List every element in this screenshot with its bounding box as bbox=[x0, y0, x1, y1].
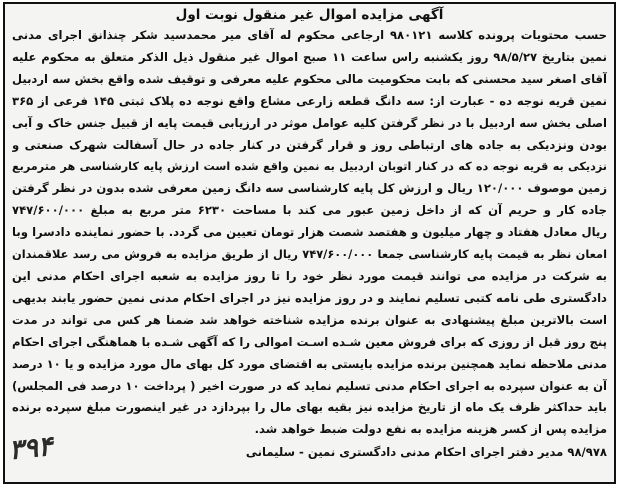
notice-line: آن به عنوان سپرده به اجرای احکام مدنی تسلیم نماید که در صورت اخیر ( پرداخت ۱۰ درصد فی المجلس) bbox=[12, 378, 607, 393]
notice-line: اصلی بخش سه اردبیل با در نظر گرفتن کلیه عوامل موثر در ارزیابی قیمت پایه از قبیل جنس خاک و آبی bbox=[12, 115, 607, 130]
notice-line: مدنی ملاحظه نماید همچنین برنده مزایده بایستی به اقتضای مورد کل بهای مال مورد مزایده و یا ۱۰ درصد bbox=[12, 356, 607, 371]
notice-line: حسب محتویات پرونده کلاسه ۹۸۰۱۲۱ ارجاعی محکوم له آقای میر محمدسید شکر چنذانق اجرای مدنی bbox=[12, 28, 607, 42]
notice-line: نمین بتاریخ ۹۸/۵/۲۷ روز یکشنبه راس ساعت ۱۱ صبح اموال غیر منقول ذیل الذکر متعلق به محکوم علیه bbox=[12, 49, 607, 64]
notice-footer bbox=[5, 430, 614, 466]
notice-line: نزدیکی به قریه نوجه ده که در کنار اتوبان اردبیل به نمین واقع شده است ارزش پایه کارشناسی هر مترمربع bbox=[12, 160, 607, 174]
notice-line: باید حداکثر ظرف یک ماه از تاریخ مزایده نیز بقیه بهای مال را بپردازد در غیر اینصورت مبلغ سپرده برنده bbox=[12, 400, 607, 415]
notice-line: دادگستری طی نامه کتبی تسلیم نمایند و در روز مزایده نیز در اجرای احکام مدنی نمین حضور یابند بدیهی bbox=[12, 290, 607, 305]
signature: ۹۸/۹۷۸ مدیر دفتر اجرای احکام مدنی دادگستری نمین - سلیمانی bbox=[245, 445, 607, 460]
notice-line: امعان نظر به قیمت پایه کارشناسی جمعا ۷۴۷/۶۰۰/۰۰۰ ریال از طریق مزایده به فروش می رسد علاقمندان bbox=[12, 247, 607, 262]
notice-line: مزایده پس از کسر هزینه مزایده به نفع دولت ضبط خواهد شد. bbox=[254, 422, 607, 437]
notice-line: به شرکت در مزایده می توانند قیمت مورد نظر خود را تا روز مزایده به شعبه اجرای احکام مدنی این bbox=[12, 268, 607, 283]
notice-line: زمین موصوف ۱۲۰/۰۰۰ ریال و ارزش کل پایه کارشناسی سه دانگ زمین معرفی شده بدون در نظر گرفتن bbox=[12, 181, 607, 196]
notice-line: جاده کار و حریم آن که از داخل زمین عبور می کند با مساحت ۶۲۳۰ متر مربع به مبلغ ۷۴۷/۶۰۰/۰۰۰ bbox=[12, 203, 607, 218]
notice-line: نمین قریه نوجه ده - عبارت از: سه دانگ قطعه زارعی مشاع واقع نوجه ده پلاک ثبتی ۱۴۵ فرعی از ۳۶۵ bbox=[12, 93, 607, 108]
auction-notice bbox=[3, 2, 616, 484]
notice-line: است بالاترین مبلغ پیشنهادی به عنوان برنده مزایده شناخته خواهد شد ضمنا هر کس می تواند در مدت bbox=[12, 312, 607, 327]
notice-line: ریال معادل هفتاد و چهار میلیون و هفتصد شصت هزار تومان تعیین می گردد. با حضور نماینده دادسرا وبا bbox=[12, 225, 607, 240]
notice-line: پنج روز قبل از روزی که برای فروش معین شـده اسـت اموالی را که آگهی شـده با هماهنگی اجرای احکام bbox=[12, 334, 607, 349]
handwritten-number-stamp: ۳۹۴ bbox=[7, 430, 55, 466]
notice-line: بودن ونزدیکی به جاده های ارتباطی روز و قرار گرفتن در کنار جاده در حال آسفالت شهرک صنعتی و bbox=[12, 137, 607, 152]
notice-body bbox=[5, 25, 614, 441]
notice-line: آقای اصغر سید محسنی که بابت محکومیت مالی محکوم علیه معرفی و توقیف شده واقع بخش سه اردبیل bbox=[12, 71, 607, 86]
notice-title: آگهی مزایده اموال غیر منقول نوبت اول bbox=[175, 7, 444, 23]
